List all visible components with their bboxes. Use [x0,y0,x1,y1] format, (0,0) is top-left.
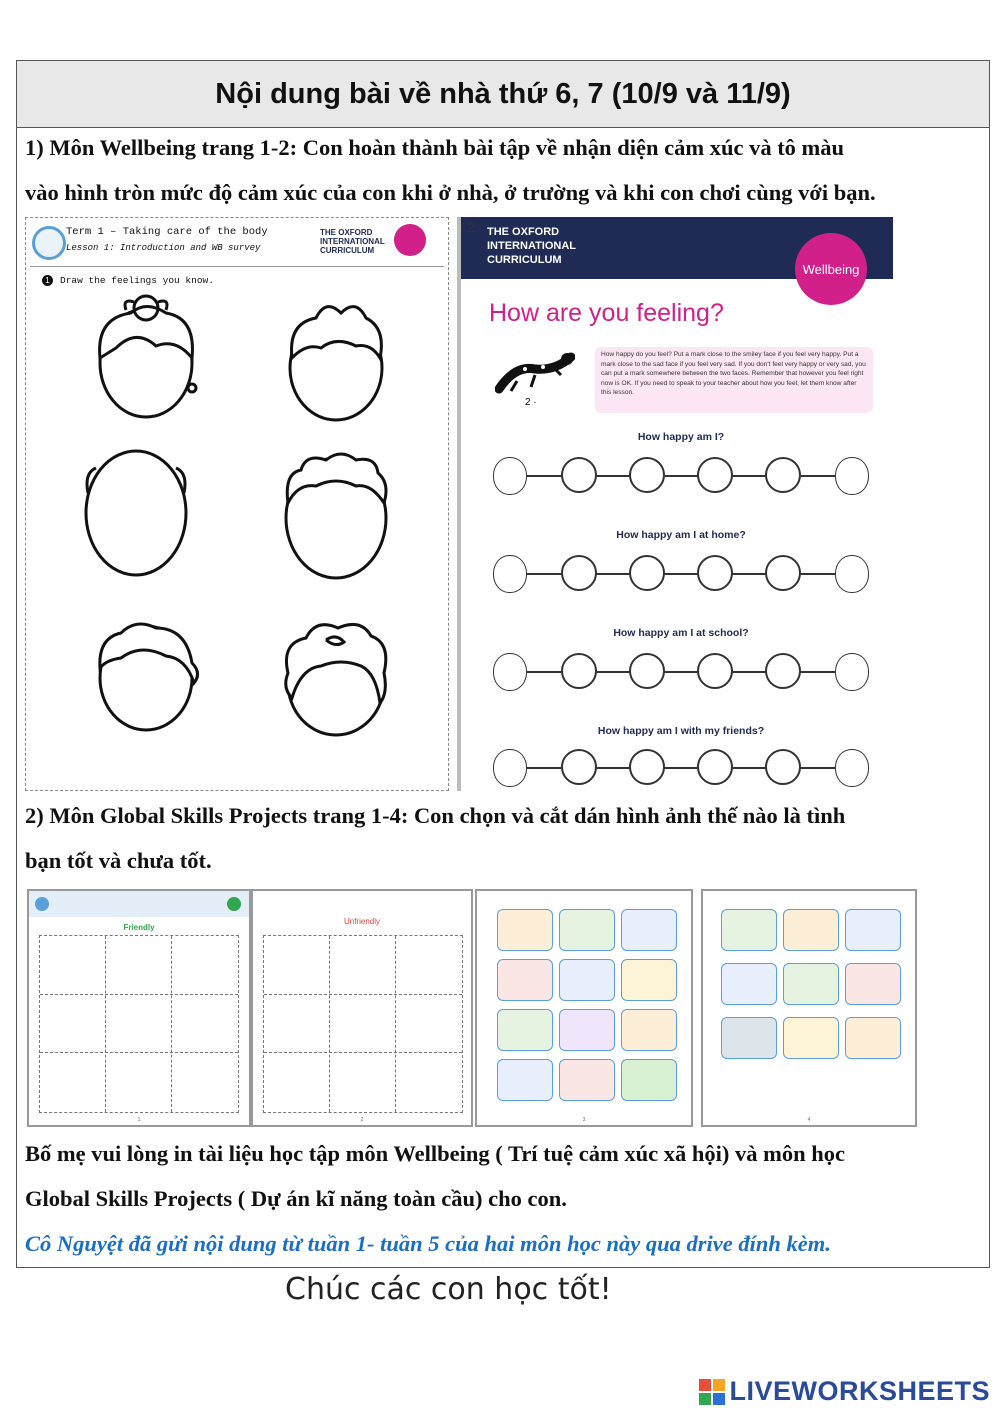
scale-circle-3[interactable] [697,457,733,493]
picture-card[interactable] [559,959,615,1001]
svg-text:2 ·: 2 · [525,397,537,407]
scale-circle-2[interactable] [629,457,665,493]
sad-face-icon [493,555,527,593]
scale-circle-1[interactable] [561,555,597,591]
wellbeing-page-1 [25,217,449,791]
picture-card[interactable] [497,959,553,1001]
picture-card[interactable] [497,1009,553,1051]
wellbeing-dot-icon [394,224,426,256]
page-number: 2 [467,219,475,235]
school-logo-icon [32,226,66,260]
page-number: 3 [582,1117,586,1123]
picture-card[interactable] [721,909,777,951]
instructions-box: How happy do you feel? Put a mark close to the smiley face if you feel very happy. Put a mark close to the sad face if you feel very sad. If you don't feel very happy or very sad, you can put a mark somewhere between the two faces. Remember that however you feel right now is OK. If you need to speak to your teacher about how you feel, let them know after this lesson. [595,347,873,413]
blank-face-boy-icon [290,307,382,420]
scale-circle-2[interactable] [629,653,665,689]
section1-line1: 1) Môn Wellbeing trang 1-2: Con hoàn thành bài tập về nhận diện cảm xúc và tô màu [25,135,845,160]
section3-line1: Bố mẹ vui lòng in tài liệu học tập môn Wellbeing ( Trí tuệ cảm xúc xã hội) và môn học [25,1141,846,1166]
salamander-icon [495,347,575,407]
section1-line2: vào hình tròn mức độ cảm xúc của con khi ở nhà, ở trường và khi con chơi cùng với bạn. [25,180,876,205]
sheet1-brand: THE OXFORD INTERNATIONAL CURRICULUM [320,228,385,255]
picture-card[interactable] [621,1059,677,1101]
worksheet-frame [16,60,990,1268]
blank-face-curly-icon [286,454,386,578]
closing-message: Chúc các con học tốt! [285,1272,612,1307]
scale-circle-2[interactable] [629,555,665,591]
wellbeing-badge: Wellbeing [795,233,867,305]
gsp-page-2 [251,889,473,1127]
friendly-label: Friendly [123,923,155,932]
picture-card[interactable] [845,1017,901,1059]
question-4: How happy am I with my friends? [597,725,765,737]
sad-face-icon [493,749,527,787]
sheet1-lesson: Lesson 1: Introduction and WB survey [66,243,261,253]
title-row [17,61,989,128]
section3-line2: Global Skills Projects ( Dự án kĩ năng toàn cầu) cho con. [25,1186,567,1211]
scale-circle-4[interactable] [765,457,801,493]
picture-card[interactable] [845,909,901,951]
wellbeing-page-2 [457,217,977,791]
picture-card[interactable] [783,909,839,951]
scale-circle-4[interactable] [765,555,801,591]
page-number: 2 [360,1117,364,1123]
picture-card[interactable] [621,909,677,951]
question-3: How happy am I at school? [613,627,749,639]
picture-card[interactable] [845,963,901,1005]
picture-card[interactable] [721,1017,777,1059]
liveworksheets-logo[interactable] [699,1376,990,1407]
scale-circle-3[interactable] [697,555,733,591]
sheet1-instruction: Draw the feelings you know. [60,275,214,286]
picture-card[interactable] [621,959,677,1001]
picture-card[interactable] [497,1059,553,1101]
blank-face-girl-icon [100,296,196,417]
gsp-page-1 [27,889,251,1127]
gsp-header [29,891,249,917]
brand-line3: CURRICULUM [487,254,562,266]
scale-circle-3[interactable] [697,653,733,689]
section3-text [25,1131,985,1266]
unfriendly-label: Unfriendly [343,917,380,926]
blank-face-curly-girl-icon [286,624,386,735]
picture-card[interactable] [559,1059,615,1101]
picture-card[interactable] [621,1009,677,1051]
page-title: Nội dung bài về nhà thứ 6, 7 (10/9 và 11/9) [215,77,791,110]
happy-face-icon [835,653,869,691]
oxford-brand [487,225,576,267]
scale-circle-4[interactable] [765,653,801,689]
happy-face-icon [835,457,869,495]
gsp-page-3 [475,889,693,1127]
picture-card[interactable] [497,909,553,951]
divider [30,266,444,267]
picture-card[interactable] [721,963,777,1005]
scale-circle-1[interactable] [561,457,597,493]
scale-circle-1[interactable] [561,749,597,785]
sheet2-heading: How are you feeling? [489,299,724,327]
instruction-number: 1 [42,275,53,286]
gsp-page-4 [701,889,917,1127]
school-logo-icon [35,897,49,911]
gsp-dot-icon [227,897,241,911]
question-1: How happy am I? [637,431,725,443]
blank-face-plain-icon [86,451,186,575]
happy-face-icon [835,749,869,787]
section2-line2: bạn tốt và chưa tốt. [25,848,212,873]
section3-note: Cô Nguyệt đã gửi nội dung từ tuần 1- tuần 5 của hai môn học này qua drive đính kèm. [25,1231,831,1256]
section2-line1: 2) Môn Global Skills Projects trang 1-4: Con chọn và cắt dán hình ảnh thế nào là tình [25,803,846,828]
sheet1-term: Term 1 – Taking care of the body [66,226,268,238]
scale-circle-2[interactable] [629,749,665,785]
picture-card[interactable] [559,909,615,951]
blank-faces [26,288,449,788]
unfriendly-grid[interactable] [263,935,463,1113]
question-2: How happy am I at home? [616,529,746,541]
happy-face-icon [835,555,869,593]
page-number: 4 [807,1117,811,1123]
scale-circle-3[interactable] [697,749,733,785]
scale-circle-1[interactable] [561,653,597,689]
section2-text [25,793,985,883]
picture-card[interactable] [559,1009,615,1051]
blank-face-girl2-icon [100,624,198,730]
sad-face-icon [493,457,527,495]
picture-card[interactable] [783,1017,839,1059]
brand-name: LIVEWORKSHEETS [729,1376,990,1406]
scale-circle-4[interactable] [765,749,801,785]
sad-face-icon [493,653,527,691]
friendly-grid[interactable] [39,935,239,1113]
liveworksheets-icon [699,1379,725,1405]
brand-line1: THE OXFORD [487,226,560,238]
brand-line2: INTERNATIONAL [487,240,577,252]
picture-card[interactable] [783,963,839,1005]
page-number: 1 [137,1117,141,1123]
section1-text [25,125,985,215]
